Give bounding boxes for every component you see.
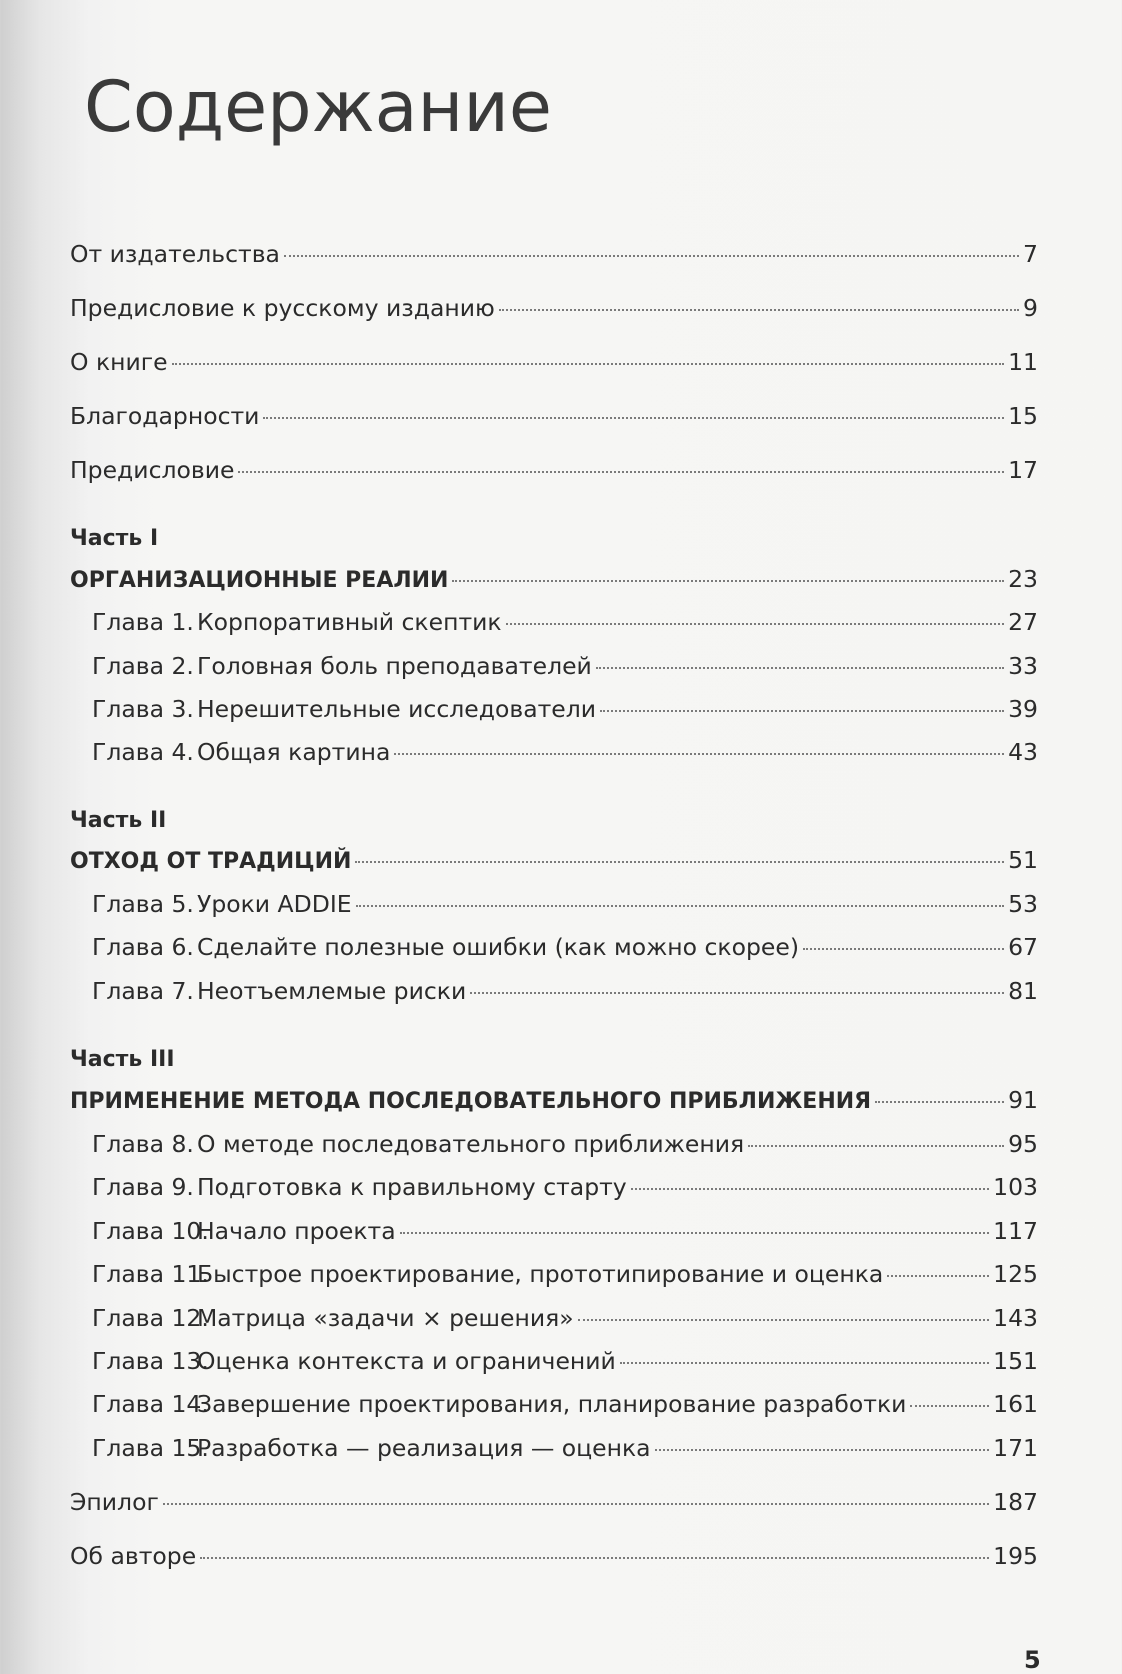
chapter-title: Подготовка к правильному старту xyxy=(197,1173,627,1201)
chapter-title: Завершение проектирования, планирование разработки xyxy=(197,1390,907,1418)
part-label: Часть II xyxy=(70,808,167,833)
chapter-entry xyxy=(92,608,1038,636)
chapter-label: Глава 10. xyxy=(92,1217,209,1245)
toc-page-number: 81 xyxy=(1008,977,1038,1005)
toc-page-number: 33 xyxy=(1008,652,1038,680)
chapter-title: Начало проекта xyxy=(197,1217,396,1245)
toc-page-number: 27 xyxy=(1008,608,1038,636)
part-title: ПРИМЕНЕНИЕ МЕТОДА ПОСЛЕДОВАТЕЛЬНОГО ПРИБЛИЖЕНИЯ xyxy=(70,1089,872,1114)
chapter-title: Сделайте полезные ошибки (как можно скорее) xyxy=(197,933,799,961)
toc-entry-about-author xyxy=(70,1542,1038,1570)
chapter-label: Глава 2. xyxy=(92,652,194,680)
chapter-entry xyxy=(92,977,1038,1005)
toc-page-number: 17 xyxy=(1008,456,1038,484)
dot-leader xyxy=(356,905,1004,907)
toc-page-number: 51 xyxy=(1008,846,1038,874)
toc-page-number: 91 xyxy=(1008,1086,1038,1114)
dot-leader xyxy=(803,948,1004,950)
chapter-title: Нерешительные исследователи xyxy=(197,695,597,723)
dot-leader xyxy=(655,1449,990,1451)
chapter-title: О методе последовательного приближения xyxy=(197,1130,745,1158)
toc-page-number: 39 xyxy=(1008,695,1038,723)
toc-entry-text: Предисловие к русскому изданию xyxy=(70,294,495,322)
chapter-label: Глава 9. xyxy=(92,1173,194,1201)
part-label: Часть III xyxy=(70,1047,175,1072)
page-title: Содержание xyxy=(84,66,552,148)
dot-leader xyxy=(200,1557,989,1559)
part-title: ОРГАНИЗАЦИОННЫЕ РЕАЛИИ xyxy=(70,568,449,593)
toc-page-number: 43 xyxy=(1008,738,1038,766)
chapter-label: Глава 1. xyxy=(92,608,194,636)
toc-page-number: 103 xyxy=(993,1173,1038,1201)
chapter-entry xyxy=(92,890,1038,918)
chapter-title: Уроки ADDIE xyxy=(197,890,352,918)
chapter-title: Головная боль преподавателей xyxy=(197,652,592,680)
chapter-entry xyxy=(92,1304,1038,1332)
dot-leader xyxy=(578,1319,990,1321)
part-title-entry xyxy=(70,1086,1038,1114)
toc-page-number: 7 xyxy=(1023,240,1038,268)
dot-leader xyxy=(600,710,1004,712)
chapter-label: Глава 7. xyxy=(92,977,194,1005)
chapter-title: Общая картина xyxy=(197,738,391,766)
toc-entry-acknowledgements xyxy=(70,402,1038,430)
chapter-label: Глава 8. xyxy=(92,1130,194,1158)
dot-leader xyxy=(910,1405,989,1407)
dot-leader xyxy=(355,861,1004,863)
chapter-title: Разработка — реализация — оценка xyxy=(197,1434,651,1462)
dot-leader xyxy=(400,1232,990,1234)
toc-entry-text: Предисловие xyxy=(70,456,235,484)
chapter-title: Матрица «задачи × решения» xyxy=(197,1304,574,1332)
chapter-entry xyxy=(92,1390,1038,1418)
toc-entry-preface xyxy=(70,456,1038,484)
chapter-label: Глава 12. xyxy=(92,1304,209,1332)
chapter-label: Глава 14. xyxy=(92,1390,209,1418)
toc-page-number: 53 xyxy=(1008,890,1038,918)
chapter-label: Глава 4. xyxy=(92,738,194,766)
toc-page-number: 95 xyxy=(1008,1130,1038,1158)
dot-leader xyxy=(631,1188,989,1190)
chapter-label: Глава 3. xyxy=(92,695,194,723)
toc-page-number: 125 xyxy=(993,1260,1038,1288)
toc-page-number: 195 xyxy=(993,1542,1038,1570)
chapter-title: Оценка контекста и ограничений xyxy=(197,1347,616,1375)
toc-page-number: 67 xyxy=(1008,933,1038,961)
dot-leader xyxy=(394,753,1004,755)
part-label: Часть I xyxy=(70,526,159,551)
toc-entry-russian-preface xyxy=(70,294,1038,322)
chapter-entry xyxy=(92,695,1038,723)
chapter-title: Быстрое проектирование, прототипирование и оценка xyxy=(197,1260,884,1288)
toc-page-number: 9 xyxy=(1023,294,1038,322)
dot-leader xyxy=(238,471,1004,473)
chapter-entry xyxy=(92,738,1038,766)
dot-leader xyxy=(506,623,1004,625)
chapter-entry xyxy=(92,1217,1038,1245)
chapter-entry xyxy=(92,652,1038,680)
toc-page-number: 11 xyxy=(1008,348,1038,376)
chapter-entry xyxy=(92,1130,1038,1158)
toc-page-number: 143 xyxy=(993,1304,1038,1332)
page-folio: 5 xyxy=(1024,1646,1041,1674)
dot-leader xyxy=(470,992,1004,994)
chapter-label: Глава 15. xyxy=(92,1434,209,1462)
toc-page-number: 161 xyxy=(993,1390,1038,1418)
toc-entry-text: О книге xyxy=(70,348,168,376)
part-title-entry xyxy=(70,846,1038,874)
chapter-entry xyxy=(92,1260,1038,1288)
toc-entry-text: Эпилог xyxy=(70,1488,159,1516)
toc-page-number: 15 xyxy=(1008,402,1038,430)
chapter-title: Корпоративный скептик xyxy=(197,608,502,636)
dot-leader xyxy=(620,1362,989,1364)
toc-page-number: 117 xyxy=(993,1217,1038,1245)
dot-leader xyxy=(263,417,1004,419)
toc-entry-text: Об авторе xyxy=(70,1542,197,1570)
toc-entry-publisher xyxy=(70,240,1038,268)
chapter-label: Глава 11. xyxy=(92,1260,209,1288)
chapter-entry xyxy=(92,1434,1038,1462)
dot-leader xyxy=(452,580,1004,582)
chapter-entry xyxy=(92,933,1038,961)
dot-leader xyxy=(163,1503,989,1505)
part-title: ОТХОД ОТ ТРАДИЦИЙ xyxy=(70,849,352,874)
chapter-entry xyxy=(92,1347,1038,1375)
toc-entry-text: От издательства xyxy=(70,240,280,268)
toc-entry-text: Благодарности xyxy=(70,402,260,430)
dot-leader xyxy=(284,255,1019,257)
toc-page-number: 151 xyxy=(993,1347,1038,1375)
chapter-label: Глава 13. xyxy=(92,1347,209,1375)
toc-page-number: 171 xyxy=(993,1434,1038,1462)
toc-page-number: 187 xyxy=(993,1488,1038,1516)
chapter-title: Неотъемлемые риски xyxy=(197,977,467,1005)
dot-leader xyxy=(875,1101,1004,1103)
toc-entry-epilogue xyxy=(70,1488,1038,1516)
toc-entry-about-book xyxy=(70,348,1038,376)
chapter-label: Глава 5. xyxy=(92,890,194,918)
chapter-label: Глава 6. xyxy=(92,933,194,961)
dot-leader xyxy=(748,1145,1004,1147)
toc-page-number: 23 xyxy=(1008,565,1038,593)
dot-leader xyxy=(596,667,1004,669)
dot-leader xyxy=(172,363,1004,365)
chapter-entry xyxy=(92,1173,1038,1201)
dot-leader xyxy=(887,1275,989,1277)
part-title-entry xyxy=(70,565,1038,593)
dot-leader xyxy=(499,309,1019,311)
